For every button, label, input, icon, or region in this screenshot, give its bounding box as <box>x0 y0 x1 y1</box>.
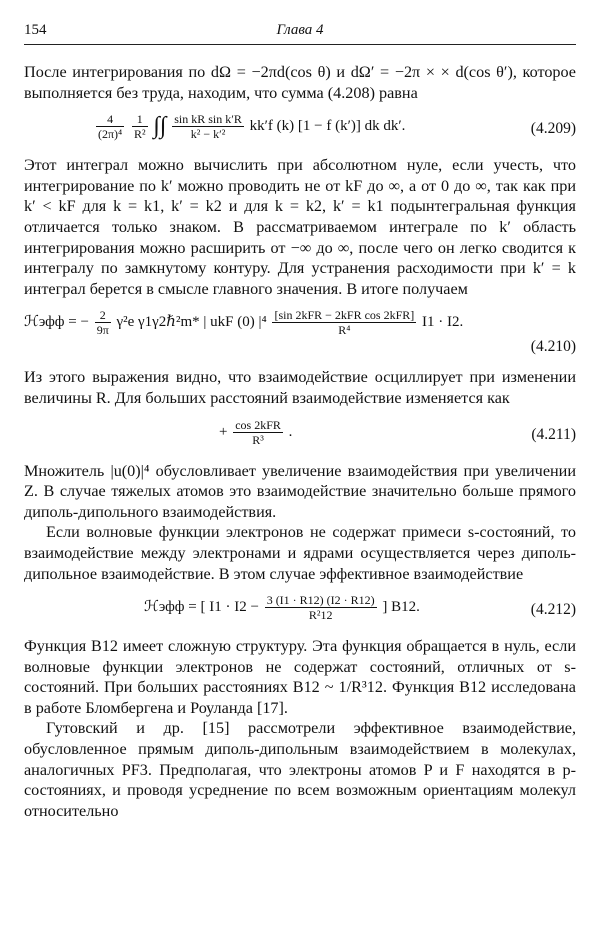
equation-4-210 <box>24 302 576 364</box>
paragraph: Функция B12 имеет сложную структуру. Эта функция обращается в нуль, если волновые функции электронов не содержат состояний, отличных от s-состояний. При больших расстояниях B12 ~ 1/R³12. Функция B12 исследована в работе Бломбергена и Роуланда [17]. <box>24 637 576 717</box>
equation-4-209 <box>24 106 576 152</box>
equation-4-212 <box>24 587 576 633</box>
fraction: $\frac{\text{sin kR sin k′R}}{\text{k² − k′²}}$ <box>174 112 242 142</box>
paragraph: Гутовский и др. [15] рассмотрели эффективное взаимодействие, обусловленное прямым диполь-дипольным взаимодействием в молекулах, аналогичных PF3. Предполагая, что электроны атомов P и F находятся в p-состояниях, и проводя усреднение по всем возможным ориентациям молекул относительно <box>24 719 576 820</box>
equation-tail: I1 · I2. <box>422 314 464 331</box>
page-body <box>24 62 576 821</box>
equation-tail: . <box>288 423 293 440</box>
equation-lhs: ℋэфф = [ I1 · I2 − <box>144 599 259 616</box>
fraction: $\frac{\text{[sin 2kFR − 2kFR cos 2kFR]}}{\text{R⁴}}$ <box>274 308 415 338</box>
fraction: $\frac{\text{cos 2kFR}}{\text{R³}}$ <box>235 417 281 447</box>
header-rule <box>24 44 576 45</box>
running-head: Глава 4 <box>276 22 324 38</box>
page-number: 154 <box>24 22 47 38</box>
equation-tail: kk′f (k) [1 − f (k′)] dk dk′. <box>249 118 406 135</box>
page <box>24 22 576 820</box>
paragraph: Если волновые функции электронов не содержат примеси s-состояний, то взаимодействие между электронами и ядрами осуществляется через диполь-дипольное взаимодействие. В этом случае эффективное взаимодействие <box>24 523 576 583</box>
paragraph: После интегрирования по dΩ = −2πd(cos θ) и dΩ′ = −2π × × d(cos θ′), которое выполняется без труда, находим, что сумма (4.208) равна <box>24 63 576 102</box>
paragraph: Множитель |u(0)|⁴ обусловливает увеличение взаимодействия при увеличении Z. В случае тяжелых атомов это взаимодействие значительно больше прямого диполь-дипольного взаимодействия. <box>24 461 576 521</box>
equation-4-211 <box>24 412 576 458</box>
double-integral-sign: ∫∫ <box>153 113 167 140</box>
equation-number: (4.211) <box>531 425 576 443</box>
paragraph: Этот интеграл можно вычислить при абсолютном нуле, если учесть, что интегрирование по k′ можно проводить не от kF до ∞, а от 0 до ∞, так как при k′ < kF для k = k1, k′ = k2 и для k = k2, k′ = k1 подынтегральная функция отличается только знаком. В рассматриваемом интеграле по k′ область интегрирования можно расширить от −∞ до ∞, после чего он легко сводится к интегралу по замкнутому контуру. Для устранения расходимости при k′ = k интеграл берется в смысле главного значения. В итоге получаем <box>24 156 576 298</box>
equation-middle: γ²e γ1γ2ℏ²m* | ukF (0) |⁴ <box>116 314 267 331</box>
fraction: $\frac{1}{\text{R²}}$ <box>133 112 146 142</box>
equation-number: (4.209) <box>530 120 576 138</box>
fraction: $\frac{2}{9\pi}$ <box>96 308 109 338</box>
fraction: $\frac{4}{\text{(2π)⁴}}$ <box>98 112 123 142</box>
equation-lhs: + <box>219 423 228 440</box>
page-header <box>24 22 576 44</box>
equation-number: (4.212) <box>530 601 576 619</box>
equation-tail: ] B12. <box>382 599 420 616</box>
fraction: $\frac{3 (I1 \cdot R12) (I2 \cdot R12)}{\text{R²12}}$ <box>266 593 375 623</box>
equation-lhs: ℋэфф = − <box>24 314 89 331</box>
paragraph: Из этого выражения видно, что взаимодействие осциллирует при изменении величины R. Для больших расстояний взаимодействие изменяется как <box>24 368 576 407</box>
equation-number: (4.210) <box>530 338 576 356</box>
